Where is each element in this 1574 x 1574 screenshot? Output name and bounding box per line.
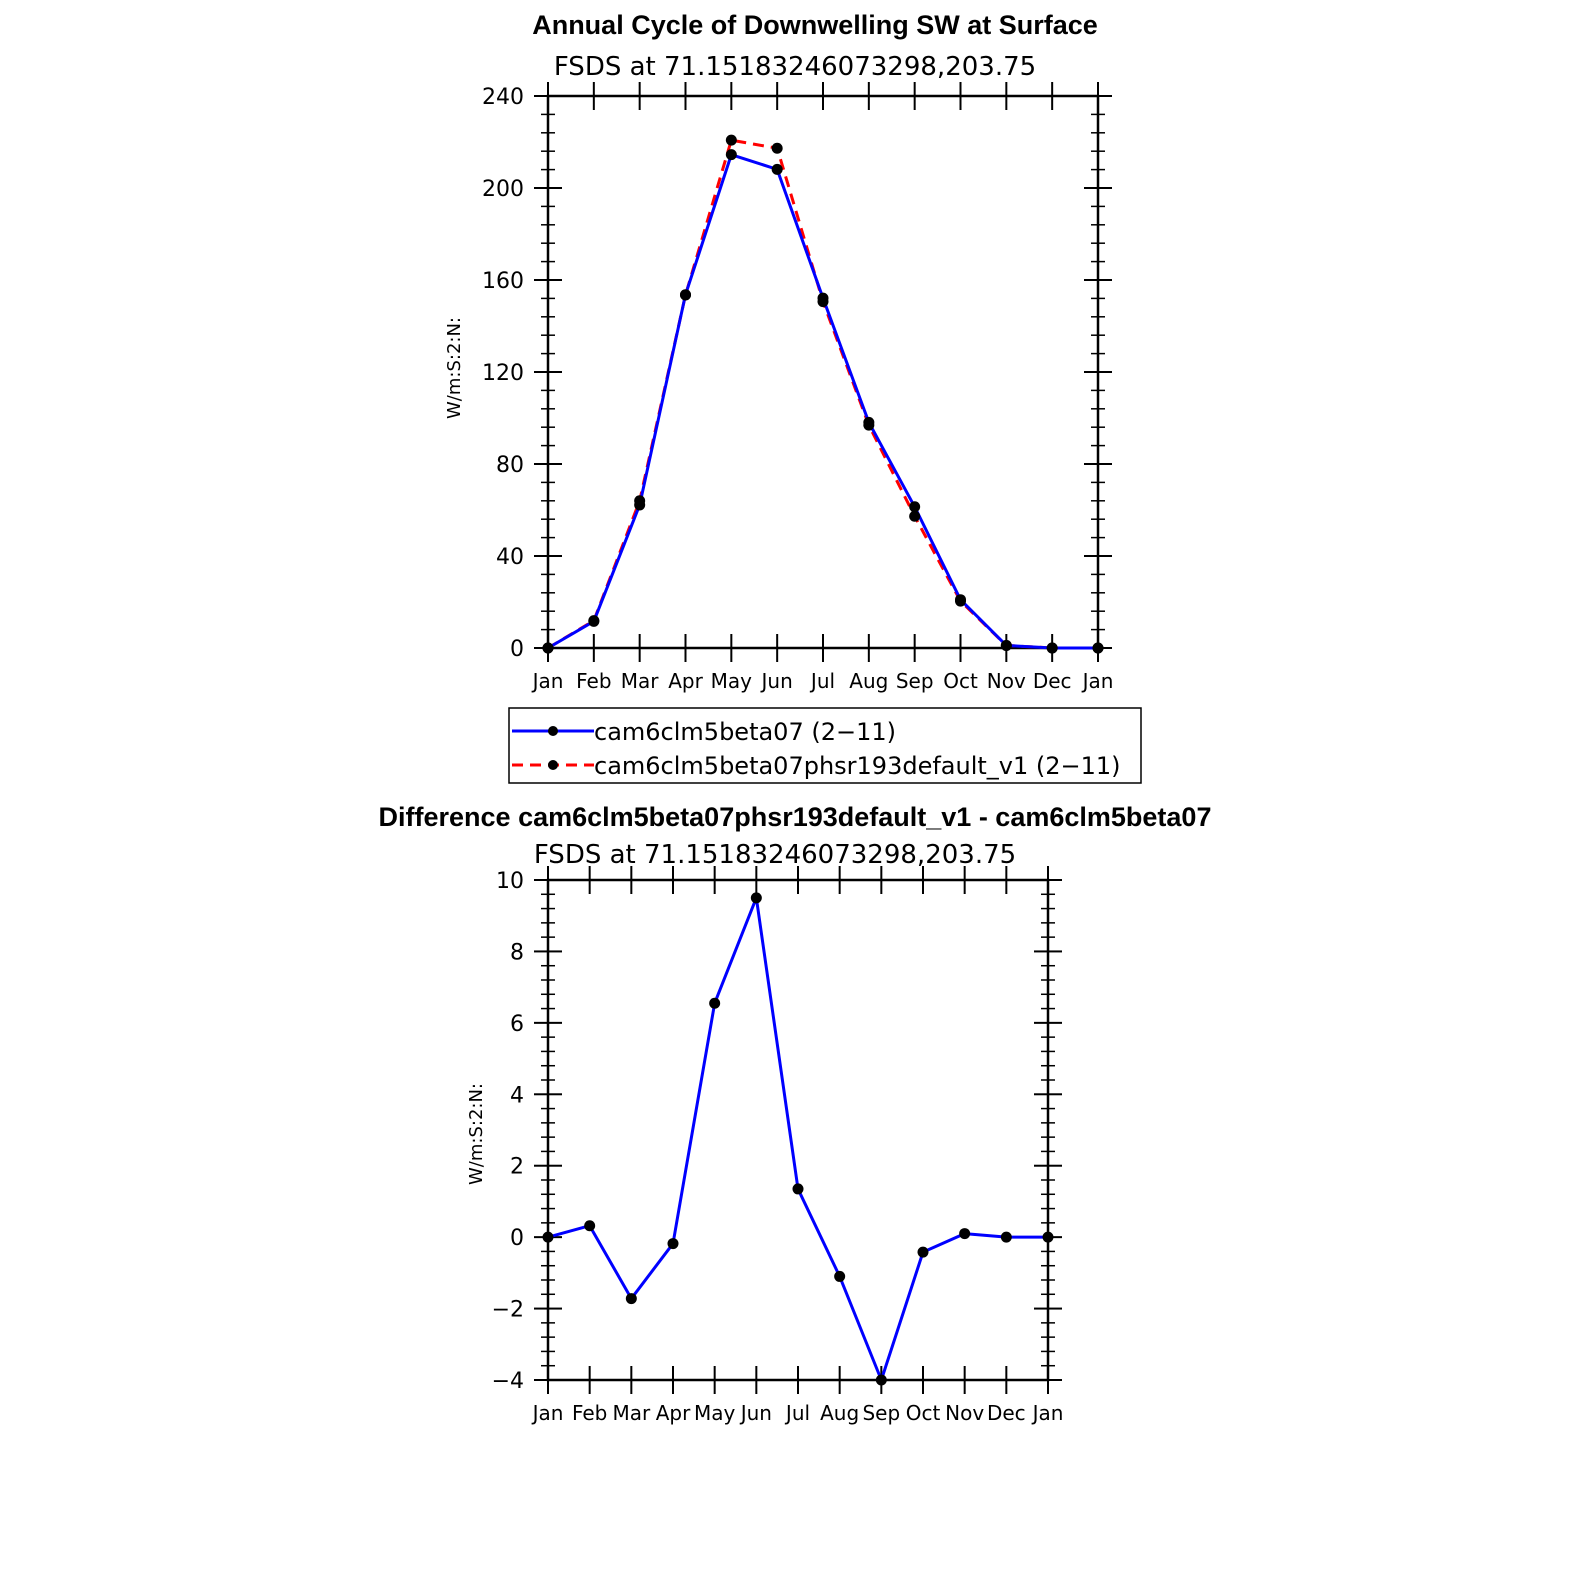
y-tick-label: 4 xyxy=(510,1083,524,1109)
data-point-series-2 xyxy=(588,615,599,626)
x-tick-label: Nov xyxy=(986,669,1026,693)
y-tick-label: 0 xyxy=(510,1226,524,1252)
x-tick-label: Jul xyxy=(785,1401,811,1425)
x-tick-label: Nov xyxy=(945,1401,985,1425)
y-tick-label: 40 xyxy=(496,545,524,570)
data-point-series-2 xyxy=(818,296,829,307)
x-tick-label: May xyxy=(710,669,753,693)
data-point-series-1 xyxy=(709,998,720,1009)
data-point-series-1 xyxy=(834,1271,845,1282)
data-point-series-2 xyxy=(955,596,966,607)
y-tick-label: 80 xyxy=(496,453,524,478)
data-point-series-2 xyxy=(1093,643,1104,654)
y-tick-label: 2 xyxy=(510,1154,524,1180)
data-point-series-1 xyxy=(584,1220,595,1231)
y-tick-label: −2 xyxy=(491,1297,524,1323)
x-tick-label: Sep xyxy=(895,669,934,693)
data-point-series-1 xyxy=(1043,1232,1054,1243)
x-tick-label: Jan xyxy=(1082,669,1114,693)
data-point-series-1 xyxy=(959,1228,970,1239)
y-tick-label: 0 xyxy=(510,637,524,662)
legend-marker-series-2 xyxy=(548,760,558,770)
x-tick-label: Apr xyxy=(655,1401,691,1425)
data-point-series-2 xyxy=(1001,640,1012,651)
data-point-series-1 xyxy=(793,1183,804,1194)
legend xyxy=(509,708,1141,783)
x-tick-label: Mar xyxy=(612,1401,651,1425)
x-tick-label: Aug xyxy=(820,1401,860,1425)
x-tick-label: Dec xyxy=(1032,669,1072,693)
x-tick-label: Feb xyxy=(576,669,612,693)
chart-subtitle: FSDS at 71.15183246073298,203.75 xyxy=(553,52,1037,82)
series-line-1 xyxy=(548,898,1048,1380)
chart-subtitle: FSDS at 71.15183246073298,203.75 xyxy=(533,840,1017,870)
data-point-series-1 xyxy=(626,1293,637,1304)
y-tick-label: 6 xyxy=(510,1011,524,1037)
data-point-series-2 xyxy=(634,495,645,506)
legend-marker-series-1 xyxy=(548,726,558,736)
y-axis-label: W/m:S:2:N: xyxy=(466,1083,487,1185)
y-tick-label: 120 xyxy=(482,361,524,386)
data-point-series-2 xyxy=(772,143,783,154)
x-tick-label: Sep xyxy=(862,1401,901,1425)
x-tick-label: Feb xyxy=(571,1401,608,1425)
x-tick-label: Jul xyxy=(810,669,836,693)
y-tick-label: 240 xyxy=(482,85,524,110)
data-point-series-2 xyxy=(726,135,737,146)
y-axis-label: W/m:S:2:N: xyxy=(444,317,465,419)
x-tick-label: Jun xyxy=(740,1401,772,1425)
plot-frame xyxy=(548,880,1048,1380)
data-point-series-2 xyxy=(909,511,920,522)
series-line-2 xyxy=(548,140,1098,648)
x-tick-label: Oct xyxy=(943,669,978,693)
data-point-series-2 xyxy=(543,643,554,654)
x-tick-label: Jan xyxy=(532,669,564,693)
x-tick-label: Jun xyxy=(761,669,793,693)
x-tick-label: Mar xyxy=(620,669,659,693)
difference-chart xyxy=(379,802,1212,1425)
x-tick-label: Oct xyxy=(905,1401,941,1425)
chart-title: Difference cam6clm5beta07phsr193default_v1 - cam6clm5beta07 xyxy=(378,802,1212,832)
data-point-series-1 xyxy=(668,1238,679,1249)
x-tick-label: Jan xyxy=(532,1401,564,1425)
data-point-series-1 xyxy=(1001,1232,1012,1243)
x-tick-label: Jan xyxy=(1032,1401,1064,1425)
data-point-series-1 xyxy=(918,1247,929,1258)
data-point-series-1 xyxy=(726,149,737,160)
data-point-series-1 xyxy=(909,501,920,512)
x-tick-label: Aug xyxy=(849,669,889,693)
y-tick-label: −4 xyxy=(491,1369,524,1394)
y-tick-label: 160 xyxy=(482,269,524,294)
legend-label-series-2: cam6clm5beta07phsr193default_v1 (2−11) xyxy=(594,752,1121,780)
y-tick-label: 200 xyxy=(482,177,524,202)
data-point-series-2 xyxy=(1047,643,1058,654)
chart-title: Annual Cycle of Downwelling SW at Surface xyxy=(532,10,1098,40)
data-point-series-1 xyxy=(772,164,783,175)
plot-frame xyxy=(548,96,1098,648)
y-tick-label: 10 xyxy=(496,869,524,894)
data-point-series-1 xyxy=(543,1232,554,1243)
data-point-series-2 xyxy=(680,289,691,300)
series-line-1 xyxy=(548,155,1098,648)
data-point-series-1 xyxy=(751,892,762,903)
data-point-series-2 xyxy=(863,420,874,431)
x-tick-label: May xyxy=(693,1401,736,1425)
legend-label-series-1: cam6clm5beta07 (2−11) xyxy=(594,718,896,746)
x-tick-label: Apr xyxy=(668,669,703,693)
x-tick-label: Dec xyxy=(986,1401,1026,1425)
annual-cycle-chart xyxy=(444,10,1141,783)
y-tick-label: 8 xyxy=(510,940,524,966)
data-point-series-1 xyxy=(876,1375,887,1386)
